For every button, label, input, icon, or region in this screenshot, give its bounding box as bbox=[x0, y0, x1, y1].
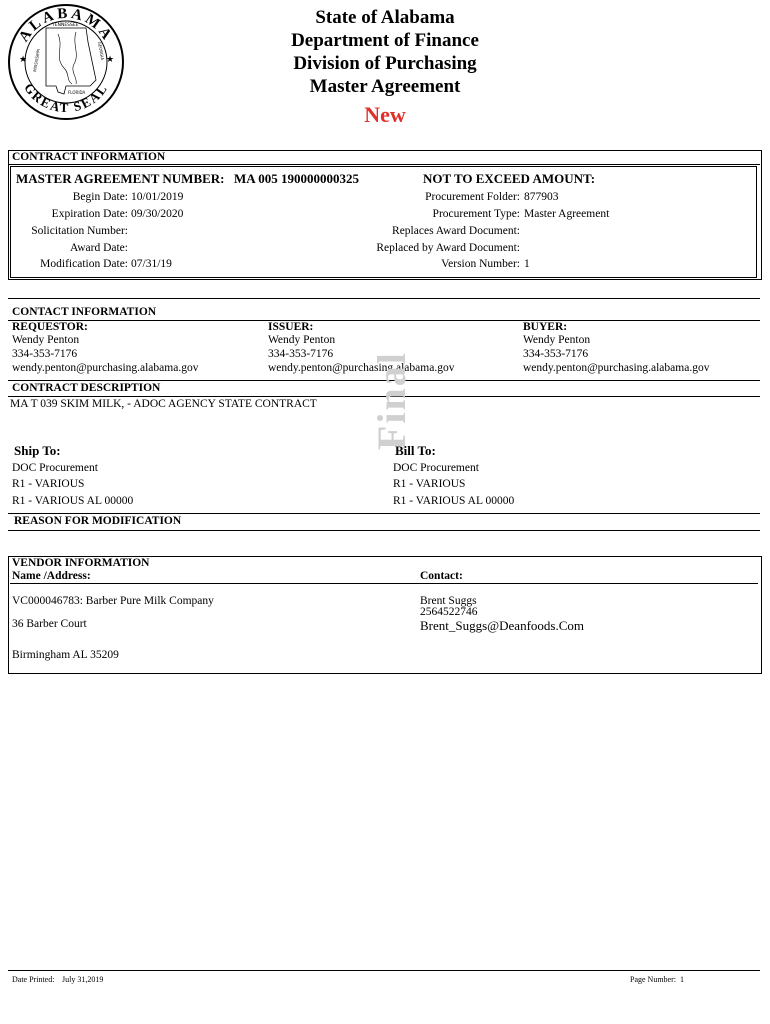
contact-rule bbox=[8, 320, 760, 321]
bill-to-line1: DOC Procurement bbox=[393, 462, 479, 474]
ship-to-line3: R1 - VARIOUS AL 00000 bbox=[12, 495, 134, 507]
buyer-name: Wendy Penton bbox=[523, 334, 591, 346]
svg-text:★: ★ bbox=[19, 55, 28, 65]
header-document-type: Master Agreement bbox=[309, 76, 461, 97]
expiration-date-value: 09/30/2020 bbox=[131, 208, 184, 220]
reason-for-modification-title: REASON FOR MODIFICATION bbox=[14, 515, 182, 527]
svg-text:GREAT SEAL: GREAT SEAL bbox=[21, 80, 111, 116]
vendor-contact-email: Brent_Suggs@Deanfoods.Com bbox=[420, 618, 584, 633]
svg-text:FLORIDA: FLORIDA bbox=[68, 90, 86, 95]
begin-date-label: Begin Date: bbox=[72, 191, 128, 203]
version-number-value: 1 bbox=[524, 258, 530, 270]
buyer-phone: 334-353-7176 bbox=[523, 348, 589, 360]
ship-to-line1: DOC Procurement bbox=[12, 462, 98, 474]
svg-text:GEORGIA: GEORGIA bbox=[97, 41, 106, 61]
nte-amount-label: NOT TO EXCEED AMOUNT: bbox=[423, 171, 596, 186]
svg-text:TENNESSEE: TENNESSEE bbox=[52, 23, 79, 28]
replaces-award-label: Replaces Award Document: bbox=[392, 225, 520, 237]
vendor-information-box bbox=[8, 556, 762, 674]
bill-to-title: Bill To: bbox=[395, 443, 436, 458]
page-number-label: Page Number: bbox=[630, 975, 676, 984]
contract-description-title: CONTRACT DESCRIPTION bbox=[12, 382, 161, 394]
ship-to-title: Ship To: bbox=[14, 443, 61, 458]
vendor-address-line2: Birmingham AL 35209 bbox=[12, 649, 119, 661]
final-watermark: Final bbox=[369, 351, 414, 450]
svg-text:ALABAMA: ALABAMA bbox=[16, 5, 116, 45]
modification-date-value: 07/31/19 bbox=[131, 258, 172, 270]
header-state: State of Alabama bbox=[315, 7, 455, 28]
modification-top-rule bbox=[8, 513, 760, 514]
contact-information-title: CONTACT INFORMATION bbox=[12, 306, 157, 318]
vendor-name-address-label: Name /Address: bbox=[12, 570, 91, 582]
modification-rule bbox=[8, 530, 760, 531]
vendor-rule bbox=[10, 583, 758, 584]
vendor-contact-name: Brent Suggs bbox=[420, 595, 477, 607]
procurement-type-label: Procurement Type: bbox=[432, 208, 520, 220]
replaced-by-award-label: Replaced by Award Document: bbox=[376, 242, 520, 254]
begin-date-value: 10/01/2019 bbox=[131, 191, 184, 203]
issuer-title: ISSUER: bbox=[268, 321, 314, 333]
version-number-label: Version Number: bbox=[441, 258, 520, 270]
header-department: Department of Finance bbox=[291, 30, 479, 51]
vendor-information-title: VENDOR INFORMATION bbox=[12, 557, 150, 569]
status-new: New bbox=[364, 102, 406, 127]
vendor-address-line1: 36 Barber Court bbox=[12, 618, 87, 630]
header-division: Division of Purchasing bbox=[293, 53, 477, 74]
vendor-name: VC000046783: Barber Pure Milk Company bbox=[12, 595, 214, 607]
contract-description-text: MA T 039 SKIM MILK, - ADOC AGENCY STATE CONTRACT bbox=[10, 398, 317, 410]
buyer-title: BUYER: bbox=[523, 321, 568, 333]
solicitation-number-label: Solicitation Number: bbox=[31, 225, 128, 237]
award-date-label: Award Date: bbox=[69, 242, 128, 254]
ma-number-value: MA 005 190000000325 bbox=[234, 171, 359, 186]
procurement-type-value: Master Agreement bbox=[524, 208, 610, 220]
svg-text:★: ★ bbox=[106, 55, 115, 65]
svg-text:MISSISSIPPI: MISSISSIPPI bbox=[32, 48, 42, 73]
date-printed-value: July 31,2019 bbox=[62, 975, 104, 984]
vendor-contact-phone: 2564522746 bbox=[420, 606, 478, 618]
requestor-email: wendy.penton@purchasing.alabama.gov bbox=[12, 362, 199, 374]
procurement-folder-value: 877903 bbox=[524, 191, 559, 203]
alabama-great-seal-logo bbox=[6, 2, 126, 122]
issuer-email: wendy.penton@purchasing.alabama.gov bbox=[268, 362, 455, 374]
ma-number-label: MASTER AGREEMENT NUMBER: bbox=[16, 171, 225, 186]
issuer-phone: 334-353-7176 bbox=[268, 348, 334, 360]
requestor-name: Wendy Penton bbox=[12, 334, 80, 346]
contract-information-title: CONTRACT INFORMATION bbox=[12, 151, 166, 163]
ship-to-line2: R1 - VARIOUS bbox=[12, 478, 85, 490]
requestor-phone: 334-353-7176 bbox=[12, 348, 78, 360]
modification-date-label: Modification Date: bbox=[40, 258, 128, 270]
expiration-date-label: Expiration Date: bbox=[51, 208, 128, 220]
buyer-email: wendy.penton@purchasing.alabama.gov bbox=[523, 362, 710, 374]
footer-rule bbox=[8, 970, 760, 971]
requestor-title: REQUESTOR: bbox=[12, 321, 88, 333]
vendor-contact-label: Contact: bbox=[420, 570, 463, 582]
date-printed-label: Date Printed: bbox=[12, 975, 55, 984]
issuer-name: Wendy Penton bbox=[268, 334, 336, 346]
page-number-value: 1 bbox=[680, 975, 684, 984]
bill-to-line3: R1 - VARIOUS AL 00000 bbox=[393, 495, 515, 507]
bill-to-line2: R1 - VARIOUS bbox=[393, 478, 466, 490]
contact-top-rule bbox=[8, 298, 760, 299]
procurement-folder-label: Procurement Folder: bbox=[425, 191, 520, 203]
